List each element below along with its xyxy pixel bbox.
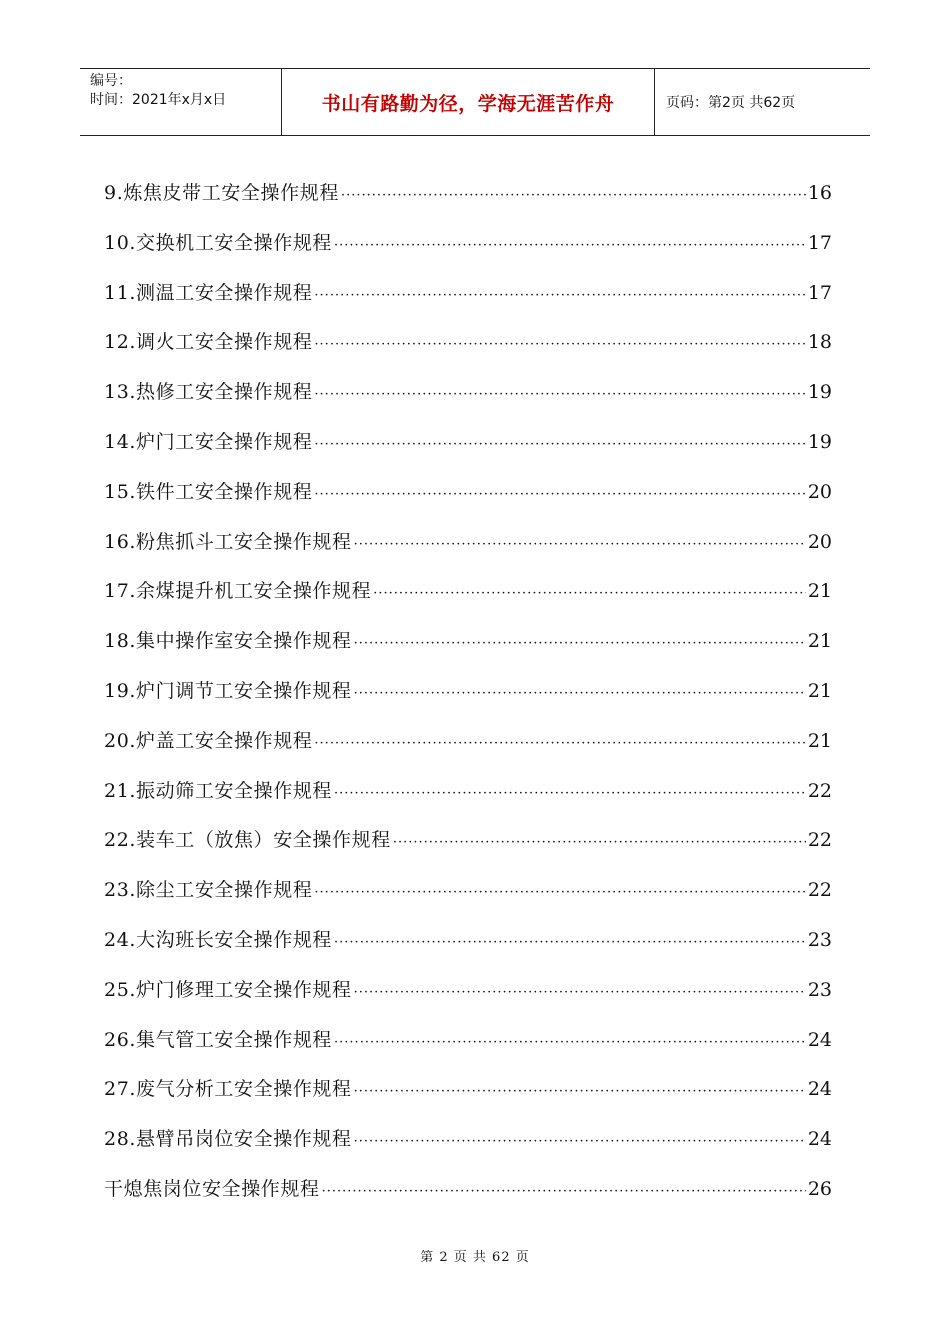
toc-entry-title: 9.炼焦皮带工安全操作规程: [104, 182, 339, 204]
toc-leader-dots: [354, 1084, 806, 1099]
toc-entry-title: 14.炉门工安全操作规程: [104, 430, 313, 453]
toc-entry-title: 11.测温工安全操作规程: [104, 281, 313, 304]
toc-leader-dots: [314, 387, 805, 402]
toc-leader-dots: [354, 636, 806, 651]
toc-entry-title: 18.集中操作室安全操作规程: [104, 630, 352, 653]
toc-entry-title: 17.余煤提升机工安全操作规程: [104, 580, 372, 603]
toc-entry-title: 10.交换机工安全操作规程: [104, 231, 333, 254]
toc-leader-dots: [314, 288, 805, 303]
toc-entry-page: 23: [807, 978, 832, 1001]
toc-leader-dots: [314, 337, 805, 352]
toc-entry-page: 26: [807, 1177, 832, 1200]
header-motto: 书山有路勤为径，学海无涯苦作舟: [282, 69, 655, 135]
toc-entry-title: 干熄焦岗位安全操作规程: [104, 1177, 320, 1200]
toc-leader-dots: [334, 786, 806, 801]
toc-entry-page: 23: [807, 928, 832, 951]
toc-entry[interactable]: [104, 427, 832, 477]
toc-entry-page: 17: [807, 281, 832, 304]
toc-entry[interactable]: [104, 527, 832, 577]
toc-entry-title: 25.炉门修理工安全操作规程: [104, 978, 352, 1001]
toc-entry-title: 16.粉焦抓斗工安全操作规程: [104, 530, 352, 553]
toc-entry[interactable]: [104, 228, 832, 278]
toc-entry-page: 19: [807, 381, 832, 404]
toc-entry-title: 22.装车工（放焦）安全操作规程: [104, 829, 391, 852]
toc-entry-page: 19: [807, 430, 832, 453]
toc-entry-title: 28.悬臂吊岗位安全操作规程: [104, 1128, 352, 1151]
toc-entry-page: 24: [807, 1028, 832, 1051]
toc-leader-dots: [314, 487, 805, 502]
toc-entry[interactable]: [104, 626, 832, 676]
page-footer: 第 2 页 共 62 页: [420, 1250, 530, 1265]
toc-leader-dots: [354, 686, 806, 701]
toc-entry-page: 22: [807, 829, 832, 852]
toc-leader-dots: [314, 736, 805, 751]
toc-leader-dots: [354, 537, 806, 552]
toc-entry[interactable]: [104, 875, 832, 925]
toc-entry-page: 21: [807, 729, 832, 752]
toc-entry-page: 20: [807, 480, 832, 503]
toc-entry[interactable]: [104, 327, 832, 377]
toc-leader-dots: [373, 586, 806, 601]
toc-entry[interactable]: [104, 726, 832, 776]
toc-entry-page: 21: [807, 580, 832, 603]
toc-entry[interactable]: [104, 1124, 832, 1174]
toc-entry[interactable]: [104, 825, 832, 875]
toc-leader-dots: [354, 985, 806, 1000]
toc-entry-title: 26.集气管工安全操作规程: [104, 1028, 333, 1051]
toc-entry[interactable]: [104, 278, 832, 328]
toc-leader-dots: [354, 1134, 806, 1149]
toc-entry[interactable]: [104, 1174, 832, 1224]
toc-leader-dots: [334, 238, 806, 253]
header-meta: [80, 69, 282, 135]
toc-leader-dots: [322, 1184, 806, 1199]
toc-entry-title: 12.调火工安全操作规程: [104, 331, 313, 354]
toc-entry-title: 15.铁件工安全操作规程: [104, 480, 313, 503]
toc-leader-dots: [341, 188, 806, 203]
toc-entry-title: 24.大沟班长安全操作规程: [104, 928, 333, 951]
toc-entry[interactable]: [104, 776, 832, 826]
toc-entry-page: 20: [807, 530, 832, 553]
toc-entry-page: 22: [807, 879, 832, 902]
doc-number-label: 编号：: [90, 73, 132, 89]
time-label: 时间：2021年x月x日: [90, 92, 227, 108]
toc-leader-dots: [393, 835, 806, 850]
toc-entry[interactable]: [104, 676, 832, 726]
table-of-contents: [104, 178, 832, 1224]
toc-entry[interactable]: [104, 1074, 832, 1124]
toc-entry-title: 23.除尘工安全操作规程: [104, 879, 313, 902]
toc-entry-page: 24: [807, 1078, 832, 1101]
toc-entry[interactable]: [104, 1025, 832, 1075]
toc-entry[interactable]: [104, 178, 832, 228]
toc-entry-page: 24: [807, 1128, 832, 1151]
toc-entry[interactable]: [104, 377, 832, 427]
toc-leader-dots: [314, 885, 805, 900]
toc-entry-page: 18: [807, 331, 832, 354]
page-header: [80, 68, 870, 136]
toc-leader-dots: [314, 437, 805, 452]
toc-entry[interactable]: [104, 477, 832, 527]
toc-entry-page: 21: [807, 679, 832, 702]
toc-leader-dots: [334, 935, 806, 950]
toc-entry-page: 17: [807, 231, 832, 254]
toc-entry-title: 19.炉门调节工安全操作规程: [104, 679, 352, 702]
toc-leader-dots: [334, 1035, 806, 1050]
toc-entry[interactable]: [104, 925, 832, 975]
toc-entry-title: 27.废气分析工安全操作规程: [104, 1078, 352, 1101]
toc-entry-page: 22: [807, 779, 832, 802]
toc-entry-title: 21.振动筛工安全操作规程: [104, 779, 333, 802]
toc-entry-page: 16: [807, 182, 832, 204]
toc-entry-page: 21: [807, 630, 832, 653]
toc-entry[interactable]: [104, 576, 832, 626]
toc-entry[interactable]: [104, 975, 832, 1025]
toc-entry-title: 20.炉盖工安全操作规程: [104, 729, 313, 752]
toc-entry-title: 13.热修工安全操作规程: [104, 381, 313, 404]
header-page-info: 页码：第2页 共62页: [666, 95, 796, 111]
